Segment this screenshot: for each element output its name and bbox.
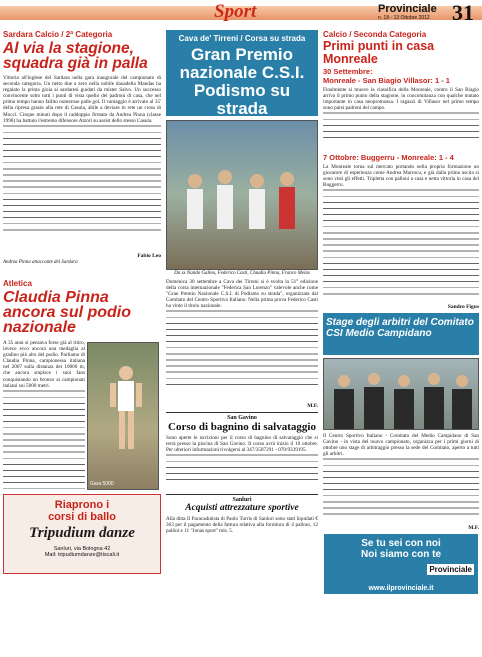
box-body-text: Sono aperte le iscrizioni per il corso di bagnino di salvataggio che si terrà presso la piscina di San Gavino. Il corso avrà inizio il 10 ottobre. Per ulteriori informazioni rivolgersi al 347/3587291 - 070/9339195.: [166, 435, 318, 454]
dance-advert: [3, 494, 161, 574]
referees-headline: Stage degli arbitri del Comitato CSI Medio Campidano: [326, 317, 474, 339]
advert-brand: Tripudium danze: [29, 525, 135, 541]
box-kicker: Sanluri: [232, 497, 252, 503]
article-body-text: Domenica 30 settembre a Cava dei Tirreni si è svolta la 51° edizione della corsa internazionale "Federica San Lorenzo" valevole anche come "Gran Premio Nazionale C.S.I. di Podismo su strada", organizzata dal Comitato del Centro Sportivo Italiano. Nella prima prova Federico Casti ha vinto il titolo nazionale.: [166, 279, 318, 310]
banner-kicker: Cava de' Tirreni / Corsa su strada: [178, 34, 306, 43]
issue-date: n. 18 - 13 Ottobre 2012: [378, 15, 430, 21]
article-body-2: [323, 164, 479, 304]
match-result-1: Monreale - San Biagio Villasor: 1 - 1: [323, 76, 450, 85]
referees-banner: [323, 313, 479, 355]
runner-photo: [87, 342, 159, 490]
photo-caption: Da sx Nando Galleu, Federico Casti, Claudia Pinna, Franco Melas: [174, 271, 310, 276]
referees-body: [323, 433, 479, 525]
article-headline-2: Claudia Pinna ancora sul podio nazionale: [3, 289, 132, 336]
article-signature: Sandro Figus: [447, 304, 479, 310]
box-body: [166, 435, 318, 491]
page-header: [0, 0, 482, 26]
article-kicker: Sardara Calcio / 2ª Categoria: [3, 30, 113, 39]
article-body-text: Vittoria all'inglese del Sardara nella gara inaugurale del campionato di seconda categoria. Un netto due a zero nella nobile dauadella Mandas ha regalato la prima gioia ai sardaresi guidati da mister Salvo. Un successo convincente sotto tutti i punti di vista quello dei padroni di casa, che nel primo tempo hanno fallito numerose palle gol. Il vantaggio è arrivato al 35' della ripresa grazie alla rete di Casula, abile a deviare in rete un cross di Mocci. Cinque minuti dopo il raddoppio firmato da Andrea Pinna (classe 1996) ha battuto l'estremo difensore Atzori su assist dello stesso Casula.: [3, 75, 161, 124]
box-kicker: San Gavino: [227, 415, 257, 421]
article-body: [323, 87, 479, 151]
advert-url[interactable]: www.ilprovinciale.it: [368, 585, 434, 592]
article-body-text: Finalmente si muove la classifica della Monreale, contro il San Biagio arriva il primo punto della stagione, in concomitanza con qualche mutato importante in casa neopromossa. I ragazzi di Villasor nel primo tempo sono parsi padroni del campo.: [323, 87, 479, 112]
article-body: [166, 279, 318, 403]
referees-signature: M.F.: [468, 525, 479, 531]
box-body: Alla ditta Il Paracadutista di Paolo Turris di Sanluri sono stati liquidati € 363 per il pagamento della fattura relativa alla fornitura di 4 palloni, 12 pallini e 11 "Jonas sport" mis. 5.: [166, 516, 318, 535]
article-headline: Al via la stagione, squadra già in palla: [3, 40, 148, 72]
article-2-block: [3, 340, 161, 490]
advert-logo: Provinciale: [429, 565, 472, 574]
referees-body-text: Il Centro Sportivo Italiano - Comitato del Medio Campidano di San Gavino - in vista del nuovo campionato, organizza per i primi giorni di ottobre uno stage di arbitraggio presso la sede del Comitato, aperto a tutti gli arbitri.: [323, 433, 479, 458]
advert-line-2: Noi siamo con te: [360, 549, 441, 560]
text-filler: [166, 453, 318, 483]
text-filler: [3, 124, 161, 234]
advert-line-1: Riaprono i: [54, 499, 110, 511]
newspaper-advert: [323, 533, 479, 595]
text-filler: [3, 389, 85, 490]
text-filler: [323, 457, 479, 517]
left-column: [3, 30, 161, 574]
article-kicker-2: Atletica: [3, 279, 32, 288]
text-filler: [323, 111, 479, 141]
box-title: Corso di bagnino di salvataggio: [168, 421, 316, 433]
page-number: 31: [452, 0, 474, 25]
article-signature: Fabio Leo: [137, 253, 161, 259]
advert-line-2: corsi di ballo: [48, 511, 116, 523]
article-body-2-text: La Monreale torna sul mercato portando nella propria formazione un giocatore di esperienza come Andrea Marrocu, e già dalla prima uscita si sono visti gli effetti. Tripletta con palloni a casa e netta vittoria in casa del Buggerru.: [323, 164, 479, 189]
equipment-box: [166, 494, 318, 550]
athletes-group-icon: [167, 121, 317, 269]
match-result-2: 7 Ottobre: Buggerru - Monreale: 1 - 4: [323, 153, 454, 162]
referees-group-icon: [324, 359, 478, 429]
advert-email: Mail: tripudiumdanze@tiscali.it: [44, 552, 120, 558]
lifeguard-box: [166, 412, 318, 491]
advert-address: Sanluri, via Bologna 42: [53, 546, 111, 552]
match-date-1: 30 Settembre:: [323, 67, 373, 76]
box-title: Acquisti attrezzature sportive: [185, 503, 299, 513]
text-filler: [166, 309, 318, 389]
middle-column: [166, 30, 318, 550]
referees-photo: [323, 358, 479, 430]
newspaper-logo: Provinciale: [378, 3, 437, 15]
runner-figure-icon: [88, 343, 159, 490]
article-body: [3, 75, 161, 253]
right-column: [323, 30, 479, 595]
text-filler: [323, 188, 479, 298]
article-signature: M.F.: [307, 403, 318, 409]
athletes-photo: [166, 120, 318, 270]
gran-premio-banner: [166, 30, 318, 116]
article-kicker: Calcio / Seconda Categoria: [323, 30, 427, 39]
section-title: Sport: [214, 1, 257, 22]
article-body-2-text: A 35 anni si pensava forse già al ritiro, invece ecco ancora una medaglia al gradino più alto del podio. Parliamo di Claudia Pinna, campionessa italiana nel 2007 sulla distanza dei 10000 m, che ancora stupisce i suoi fans conquistando un bronzo ai campionati italiani sui 5000 metri.: [3, 340, 85, 389]
article-headline: Primi punti in casa Monreale: [323, 39, 435, 66]
photo-label: Gara 5000: [90, 481, 114, 487]
photo-caption: Andrea Pinna attaccante del Sardara: [3, 260, 78, 265]
advert-line-1: Se tu sei con noi: [361, 538, 441, 549]
article-body-2: [3, 340, 85, 490]
banner-headline: Gran Premio nazionale C.S.I. Podismo su strada: [179, 45, 305, 118]
